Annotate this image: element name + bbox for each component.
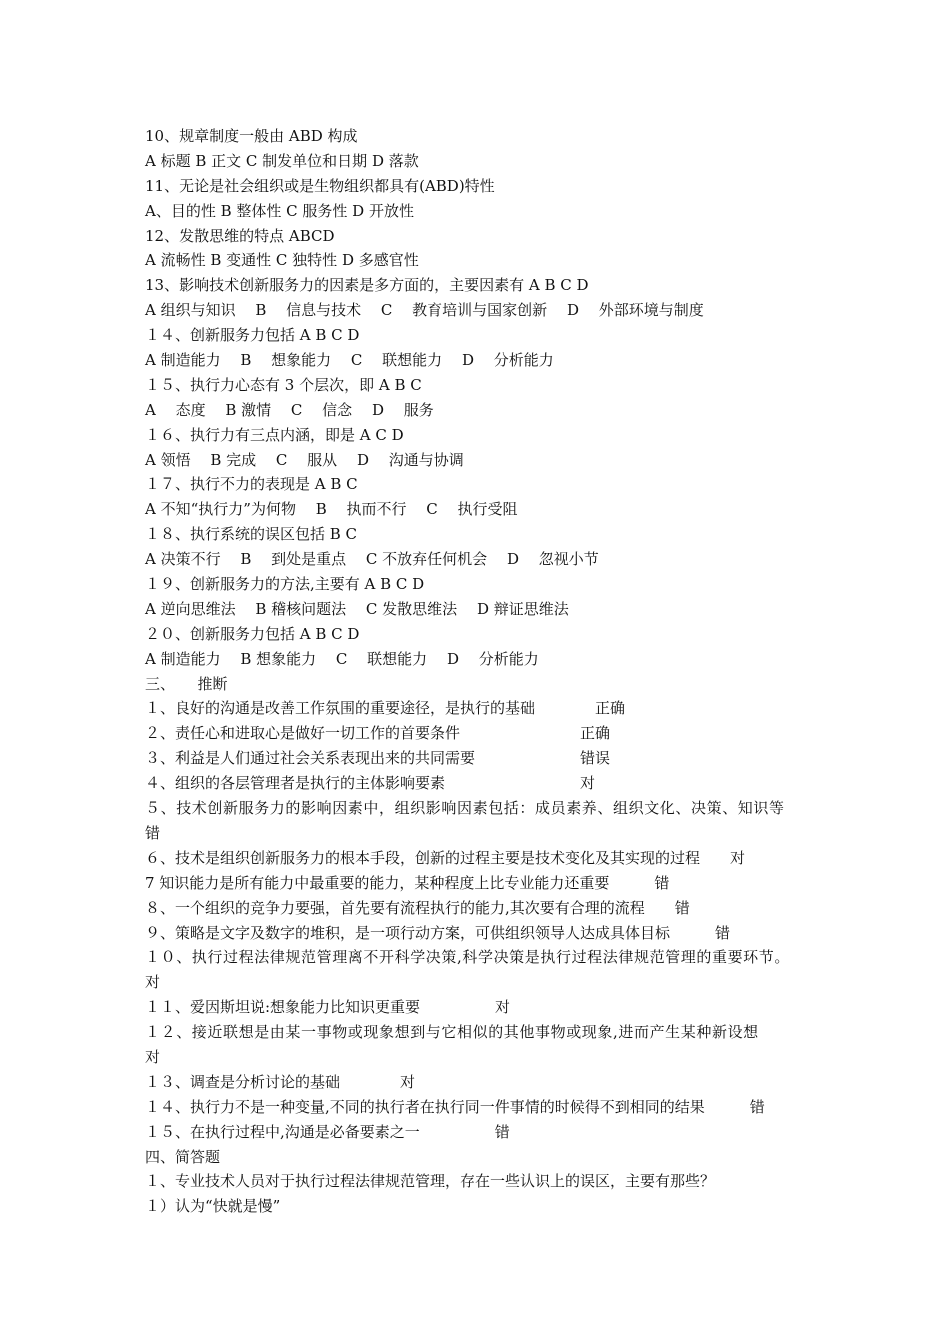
question-line: １６、执行力有三点内涵，即是 A C D: [145, 425, 404, 444]
judgment-item: １５、在执行过程中,沟通是必备要素之一 错: [145, 1122, 510, 1141]
options-line: A 制造能力 B 想象能力 C 联想能力 D 分析能力: [145, 351, 554, 370]
judgment-item: ４、组织的各层管理者是执行的主体影响要素 对: [145, 774, 596, 793]
section-heading: 四、简答题: [145, 1147, 221, 1166]
options-line: A 不知“执行力”为何物 B 执而不行 C 执行受阻: [145, 500, 518, 519]
options-line: A 态度 B 激情 C 信念 D 服务: [145, 400, 434, 419]
question-line: １７、执行不力的表现是 A B C: [145, 475, 358, 494]
question-line: 12、发散思维的特点 ABCD: [145, 226, 335, 245]
options-line: A、目的性 B 整体性 C 服务性 D 开放性: [145, 201, 414, 220]
section-heading: 三、 推断: [145, 674, 228, 693]
judgment-answer: 错: [145, 823, 161, 842]
question-line: 13、影响技术创新服务力的因素是多方面的，主要因素有 A B C D: [145, 276, 589, 295]
judgment-item: １、良好的沟通是改善工作氛围的重要途径，是执行的基础 正确: [145, 699, 626, 718]
options-line: A 制造能力 B 想象能力 C 联想能力 D 分析能力: [145, 649, 539, 668]
judgment-item: １４、执行力不是一种变量,不同的执行者在执行同一件事情的时候得不到相同的结果 错: [145, 1097, 765, 1116]
judgment-item: ９、策略是文字及数字的堆积，是一项行动方案，可供组织领导人达成具体目标 错: [145, 923, 731, 942]
judgment-answer: 对: [145, 1047, 161, 1066]
options-line: A 决策不行 B 到处是重点 C 不放弃任何机会 D 忽视小节: [145, 550, 599, 569]
judgment-item: １３、调查是分析讨论的基础 对: [145, 1072, 416, 1091]
options-line: A 标题 B 正文 C 制发单位和日期 D 落款: [145, 151, 419, 170]
short-answer-item: １）认为“快就是慢”: [145, 1197, 281, 1216]
options-line: A 组织与知识 B 信息与技术 C 教育培训与国家创新 D 外部环境与制度: [145, 301, 704, 320]
question-line: 10、规章制度一般由 ABD 构成: [145, 127, 358, 145]
question-line: 11、无论是社会组织或是生物组织都具有(ABD)特性: [145, 176, 495, 195]
options-line: A 流畅性 B 变通性 C 独特性 D 多感官性: [145, 251, 419, 270]
question-line: １５、执行力心态有 3 个层次，即 A B C: [145, 375, 422, 394]
question-line: １８、执行系统的误区包括 B C: [145, 525, 358, 544]
options-line: A 领悟 B 完成 C 服从 D 沟通与协调: [145, 450, 464, 469]
document-body: [145, 124, 865, 1219]
judgment-item: ２、责任心和进取心是做好一切工作的首要条件 正确: [145, 724, 611, 743]
short-answer-question: １、专业技术人员对于执行过程法律规范管理，存在一些认识上的误区，主要有那些？: [145, 1172, 716, 1191]
question-line: １４、创新服务力包括 A B C D: [145, 326, 360, 345]
options-line: A 逆向思维法 B 稽核问题法 C 发散思维法 D 辩证思维法: [145, 599, 569, 618]
question-line: １９、创新服务力的方法,主要有 A B C D: [145, 575, 425, 594]
judgment-answer: 对: [145, 973, 161, 992]
judgment-item: １１、爱因斯坦说:想象能力比知识更重要 对: [145, 998, 511, 1017]
judgment-item: ３、利益是人们通过社会关系表现出来的共同需要 错误: [145, 749, 611, 768]
judgment-item: 7 知识能力是所有能力中最重要的能力，某种程度上比专业能力还重要 错: [145, 873, 670, 892]
judgment-item: ８、一个组织的竞争力要强，首先要有流程执行的能力,其次要有合理的流程 错: [145, 898, 690, 917]
judgment-item: ５、技术创新服务力的影响因素中，组织影响因素包括：成员素养、组织文化、决策、知识等: [145, 799, 785, 818]
judgment-item: １０、执行过程法律规范管理离不开科学决策,科学决策是执行过程法律规范管理的重要环节。: [145, 948, 790, 967]
question-line: ２０、创新服务力包括 A B C D: [145, 624, 360, 643]
judgment-item: ６、技术是组织创新服务力的根本手段，创新的过程主要是技术变化及其实现的过程 对: [145, 848, 746, 867]
judgment-item: １２、接近联想是由某一事物或现象想到与它相似的其他事物或现象,进而产生某种新设想: [145, 1023, 759, 1042]
